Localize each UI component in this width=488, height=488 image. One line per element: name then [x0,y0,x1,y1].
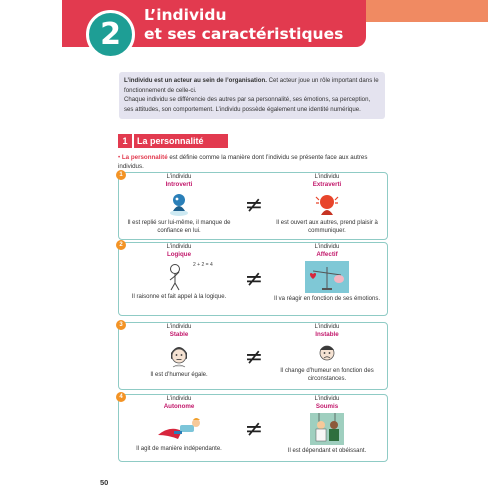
card-left-side [119,243,239,301]
intro-box [119,72,385,119]
card-right-side [267,323,387,383]
card-right-side [267,173,387,235]
card-right-side [267,243,387,303]
not-equal-symbol: ≠ [244,345,264,370]
card-description: Il agit de manière indépendante. [136,446,222,452]
card-trait: Soumis [315,403,339,410]
chapter-title [144,6,343,44]
card-caption: L’individu [314,396,340,402]
card-number-badge: 1 [116,170,126,180]
not-equal-symbol: ≠ [244,267,264,292]
card-number-badge: 2 [116,240,126,250]
calm-face-icon [119,341,239,369]
card-trait: Autonome [163,403,195,410]
not-equal-symbol: ≠ [244,193,264,218]
card-caption: L’individu [166,244,192,250]
speaking-person-icon [267,191,387,217]
card-right-side [267,395,387,455]
chapter-title-line1: L’individu [144,6,227,24]
trait-card-2 [118,242,388,316]
trait-card-4 [118,394,388,462]
math-formula: 2 + 2 = 4 [193,262,213,268]
card-trait: Extraverti [312,181,342,188]
card-number-badge: 4 [116,392,126,402]
intro-paragraph-2: Chaque individu se différencie des autres par sa personnalité, ses émotions, sa perception, ses attitudes, son comportement. L’individu possède également une identité numérique. [124,96,371,113]
definition-text [118,154,388,171]
moody-face-icon [267,341,387,365]
puppet-strings-icon [267,413,387,445]
chapter-title-line2: et ses caractéristiques [144,25,344,43]
card-trait: Introverti [165,181,193,188]
withdrawn-person-icon [119,191,239,217]
card-caption: L’individu [314,324,340,330]
chapter-number-badge: 2 [86,10,135,59]
definition-body: est définie comme la manière dont l’individu se présente face aux autres individus. [118,154,368,170]
card-caption: L’individu [314,244,340,250]
card-description: Il est ouvert aux autres, prend plaisir à communiquer. [276,220,378,234]
card-caption: L’individu [166,174,192,180]
card-trait: Affectif [316,251,338,258]
card-caption: L’individu [314,174,340,180]
thinking-stick-figure-icon [119,261,239,291]
card-description: Il est d’humeur égale. [150,372,208,378]
card-description: Il est dépendant et obéissant. [287,448,367,454]
card-description: Il change d’humeur en fonction des circonstances. [280,368,374,382]
intro-text-1: Cet acteur joue un rôle important dans le fonctionnement de celle-ci. [124,77,379,94]
card-description: Il est replié sur lui-même, il manque de confiance en lui. [127,220,231,234]
section-number: 1 [118,134,132,148]
definition-bullet: • [118,154,121,161]
not-equal-symbol: ≠ [244,417,264,442]
card-description: Il va réagir en fonction de ses émotions. [273,296,381,302]
trait-card-3 [118,322,388,390]
section-title: La personnalité [134,134,228,148]
card-trait: Stable [169,331,189,338]
trait-card-1 [118,172,388,240]
flying-hero-icon [119,413,239,443]
page-number: 50 [100,478,109,487]
card-number-badge: 3 [116,320,126,330]
intro-paragraph-1 [124,76,380,95]
card-left-side [119,173,239,235]
card-left-side [119,395,239,453]
card-left-side [119,323,239,379]
card-trait: Instable [315,331,339,338]
intro-bold: L’individu est un acteur au sein de l’organisation. [124,77,267,84]
card-description: Il raisonne et fait appel à la logique. [131,294,227,300]
card-trait: Logique [166,251,192,258]
section-heading [118,134,228,148]
card-caption: L’individu [166,324,192,330]
definition-keyword: La personnalité [121,154,168,161]
chapter-banner-accent [366,0,488,22]
card-caption: L’individu [166,396,192,402]
heart-brain-scale-icon [267,261,387,293]
